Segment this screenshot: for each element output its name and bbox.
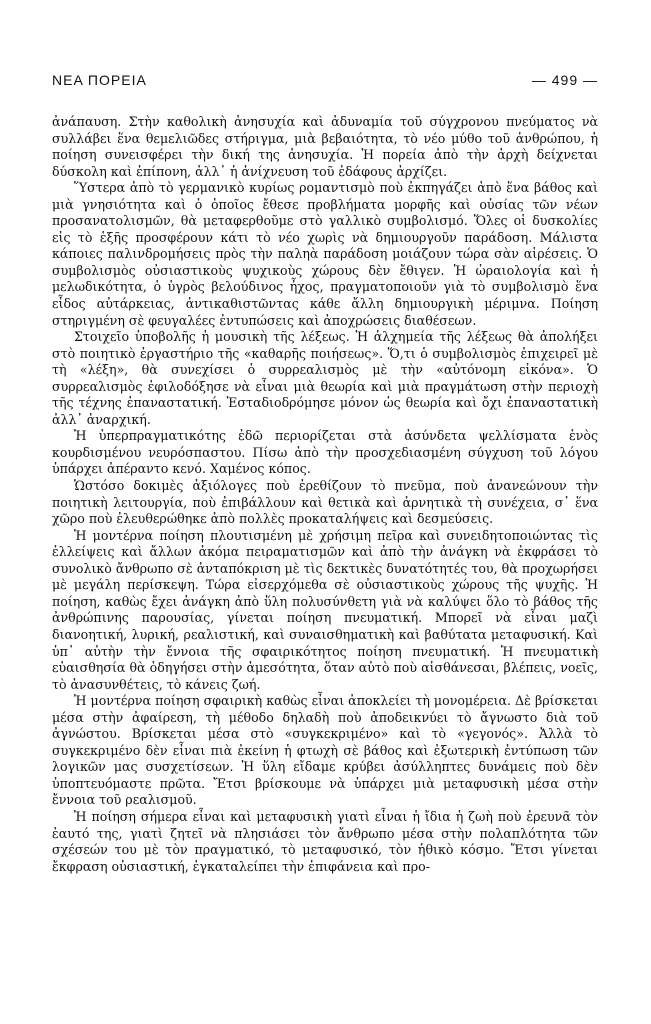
paragraph: Ἡ ὑπερπραγματικότης ἐδῶ περιορίζεται στὰ ἀσύνδετα ψελλίσματα ἑνὸς κουρδισμένου νευρόσπαστου. Πίσω ἀπὸ τὴν προσχεδιασμένη σύγχυση τοῦ λόγου ὑπάρχει ἀπέραντο κενό. Χαμένος κόπος. (52, 428, 598, 477)
paragraph: ἀνάπαυση. Στὴν καθολικὴ ἀνησυχία καὶ ἀδυναμία τοῦ σύγχρονου πνεύματος νὰ συλλάβει ἕνα θεμελιῶδες στήριγμα, μιὰ βεβαιότητα, τὸ νέο μύθο τοῦ ἀνθρώπου, ἡ ποίηση συνεισφέρει τὴν δική της ἀνησυχία. Ἡ πορεία ἀπὸ τὴν ἀρχὴ δείχνεται δύσκολη καὶ ἐπίπονη, ἀλλ᾿ ἡ ἀνίχνευση τοῦ ἐδάφους ἀρχίζει. (52, 114, 598, 179)
journal-title: ΝΕΑ ΠΟΡΕΙΑ (52, 72, 147, 88)
paragraph: Ἡ μοντέρνα ποίηση πλουτισμένη μὲ χρήσιμη πεῖρα καὶ συνειδητοποιώντας τὶς ἐλλείψεις καὶ ἄλλων ἀκόμα πειραματισμῶν καὶ ἀπὸ τὴν ἀνάγκη νὰ ἐκφράσει τὸ συνολικὸ ἄνθρωπο σὲ ἀνταπόκριση μὲ τὶς δεκτικὲς δυνατότητές του, θὰ προχωρήσει μὲ μεγάλη περίσκεψη. Τώρα εἰσερχόμεθα σὲ οὐσιαστικοὺς χώρους τῆς ψυχῆς. Ἡ ποίηση, καθὼς ἔχει ἀνάγκη ἀπὸ ὕλη πολυσύνθετη γιὰ νὰ καλύψει ὅλο τὸ βάθος τῆς ἀνθρώπινης παρουσίας, γίνεται ποίηση πνευματική. Μπορεῖ νὰ εἶναι μαζὶ διανοητική, λυρική, ρεαλιστική, καὶ συναισθηματικὴ καὶ βαθύτατα μεταφυσική. Καὶ ὑπ᾿ αὐτὴν τὴν ἔννοια τῆς σφαιρικότητος ποίηση πνευματική. Ἡ πνευματικὴ εὐαισθησία θὰ ὁδηγήσει στὴν ἀμεσότητα, ὅταν αὐτὸ ποὺ αἰσθάνεσαι, βλέπεις, νοεῖς, τὸ ἀνασυνθέτεις, τὸ κάνεις ζωή. (52, 527, 598, 692)
paragraph: Ἡ ποίηση σήμερα εἶναι καὶ μεταφυσικὴ γιατὶ εἶναι ἡ ἴδια ἡ ζωὴ ποὺ ἐρευνᾶ τὸν ἑαυτό της, γιατὶ ζητεῖ νὰ πλησιάσει τὸν ἄνθρωπο μέσα στὴν πολαπλότητα τῶν σχέσεών του μὲ τὸν πραγματικό, τὸ μεταφυσικό, τὸν ἠθικὸ κόσμο. Ἔτσι γίνεται ἔκφραση οὐσιαστική, ἐγκαταλείπει τὴν ἐπιφάνεια καὶ προ- (52, 808, 598, 874)
paragraph: Ἡ μοντέρνα ποίηση σφαιρικὴ καθὼς εἶναι ἀποκλείει τὴ μονομέρεια. Δὲ βρίσκεται μέσα στὴν ἀφαίρεση, τὴ μέθοδο δηλαδὴ ποὺ ἀποδεικνύει τὸ ἄγνωστο διὰ τοῦ ἀγνώστου. Βρίσκεται μέσα στὸ «συγκεκριμένο» καὶ τὸ «γεγονός». Ἀλλὰ τὸ συγκεκριμένο δὲν εἶναι πιὰ ἐκείνη ἡ φτωχὴ σὲ βάθος καὶ ἐξωτερικὴ ἐντύπωση τῶν λογικῶν μας συσχετίσεων. Ἡ ὕλη εἴδαμε κρύβει ἀσύλληπτες δυνάμεις ποὺ δὲν ὑποπτευόμαστε πρῶτα. Ἔτσι βρίσκουμε νὰ ὑπάρχει μιὰ μεταφυσικὴ μέσα στὴν ἔννοια τοῦ ρεαλισμοῦ. (52, 693, 598, 808)
paragraph: Ὕστερα ἀπὸ τὸ γερμανικὸ κυρίως ρομαντισμὸ ποὺ ἐκπηγάζει ἀπὸ ἕνα βάθος καὶ μιὰ γνησιότητα καὶ ὁ ὁποῖος ἔθεσε προβλήματα μορφῆς καὶ οὐσίας τῶν νέων προσανατολισμῶν, θὰ μεταφερθοῦμε στὸ γαλλικὸ συμβολισμό. Ὅλες οἱ δυσκολίες εἰς τὸ ἑξῆς προσφέρουν κάτι τὸ νέο χωρὶς νὰ δημιουργοῦν παράδοση. Μάλιστα κάποιες παλινδρομήσεις πρὸς τὴν παληὰ παράδοση μοιάζουν τώρα σὰν αἱρέσεις. Ὁ συμβολισμὸς οὐσιαστικοὺς ψυχικοὺς χώρους δὲν ἔθιγεν. Ἡ ὡραιολογία καὶ ἡ μελωδικότητα, ὁ ὑγρὸς βελούδινος ἦχος, πραγματοποιοῦν γιὰ τὸ συμβολισμὸ ἕνα εἶδος αὐτάρκειας, ἀντικαθιστῶντας κάθε ἄλλη δημιουργικὴ μέριμνα. Ποίηση στηριγμένη σὲ φευγαλέες ἐντυπώσεις καὶ ἀποχρώσεις διαθέσεων. (52, 180, 598, 328)
paragraph: Στοιχεῖο ὑποβολῆς ἡ μουσικὴ τῆς λέξεως. Ἡ ἀλχημεία τῆς λέξεως θὰ ἀπολήξει στὸ ποιητικὸ ἐργαστήριο τῆς «καθαρῆς ποιήσεως». Ὅ,τι ὁ συμβολισμὸς ἐπιχειρεῖ μὲ τὴ «λέξη», θὰ συνεχίσει ὁ συρρεαλισμὸς μὲ τὴν «αὐτόνομη εἰκόνα». Ὁ συρρεαλισμὸς ἐφιλοδόξησε νὰ εἶναι μιὰ θεωρία καὶ μιὰ πραγμάτωση στὴν περιοχὴ τῆς τέχνης ἐπαναστατική. Ἐσταδιοδρόμησε μόνον ὡς θεωρία καὶ ὄχι ἐπαναστατικὴ ἀλλ᾿ ἀναρχική. (52, 329, 598, 427)
article-body (52, 114, 598, 875)
paragraph: Ὡστόσο δοκιμὲς ἀξιόλογες ποὺ ἐρεθίζουν τὸ πνεῦμα, ποὺ ἀνανεώνουν τὴν ποιητικὴ λειτουργία, ποὺ ἐπιβάλλουν καὶ θετικὰ καὶ ἀρνητικὰ τὴ συνέχεια, σ᾿ ἕνα χῶρο ποὺ ἐλευθερώθηκε ἀπὸ πολλὲς προκαταλήψεις καὶ δεσμεύσεις. (52, 478, 598, 527)
running-header (52, 72, 598, 92)
page-number: — 499 — (531, 72, 598, 88)
